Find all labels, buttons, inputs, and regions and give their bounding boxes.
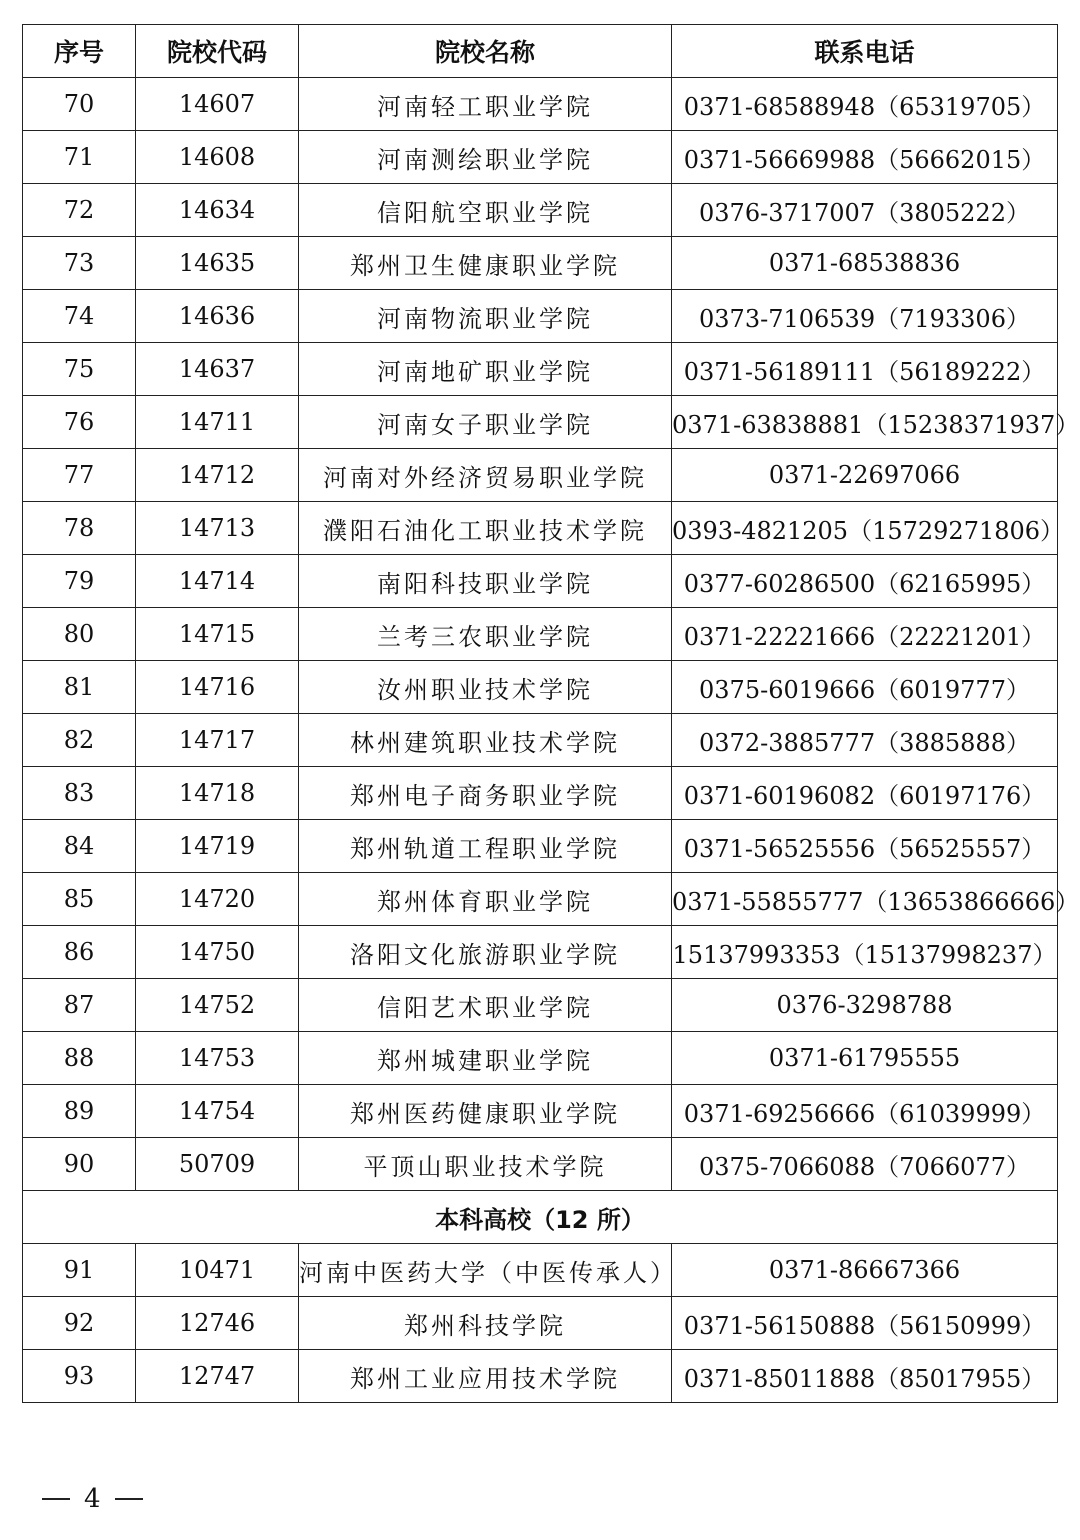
cell-no: 86 xyxy=(23,926,136,979)
cell-code: 14714 xyxy=(136,555,299,608)
cell-code: 14635 xyxy=(136,237,299,290)
cell-code: 14607 xyxy=(136,78,299,131)
dash-left xyxy=(42,1498,70,1500)
dash-right xyxy=(115,1498,143,1500)
page-footer xyxy=(42,1484,143,1514)
cell-phone: 0371-86667366 xyxy=(672,1244,1058,1297)
cell-phone: 0371-56189111（56189222） xyxy=(672,343,1058,396)
cell-name: 平顶山职业技术学院 xyxy=(299,1138,672,1191)
cell-name: 郑州体育职业学院 xyxy=(299,873,672,926)
cell-no: 91 xyxy=(23,1244,136,1297)
cell-name: 郑州科技学院 xyxy=(299,1297,672,1350)
cell-name: 河南女子职业学院 xyxy=(299,396,672,449)
cell-name: 郑州医药健康职业学院 xyxy=(299,1085,672,1138)
table-row xyxy=(23,1350,1058,1403)
cell-code: 14717 xyxy=(136,714,299,767)
cell-phone: 0375-6019666（6019777） xyxy=(672,661,1058,714)
cell-no: 74 xyxy=(23,290,136,343)
cell-name: 河南测绘职业学院 xyxy=(299,131,672,184)
cell-code: 14712 xyxy=(136,449,299,502)
table-row xyxy=(23,820,1058,873)
cell-name: 郑州轨道工程职业学院 xyxy=(299,820,672,873)
cell-name: 河南中医药大学（中医传承人） xyxy=(299,1244,672,1297)
vocational-rows xyxy=(23,78,1080,1191)
cell-phone: 0372-3885777（3885888） xyxy=(672,714,1058,767)
cell-phone: 0371-61795555 xyxy=(672,1032,1058,1085)
cell-code: 14634 xyxy=(136,184,299,237)
table-row xyxy=(23,290,1058,343)
cell-name: 郑州电子商务职业学院 xyxy=(299,767,672,820)
cell-name: 南阳科技职业学院 xyxy=(299,555,672,608)
cell-no: 84 xyxy=(23,820,136,873)
cell-code: 14711 xyxy=(136,396,299,449)
cell-code: 14752 xyxy=(136,979,299,1032)
cell-name: 信阳航空职业学院 xyxy=(299,184,672,237)
cell-name: 河南对外经济贸易职业学院 xyxy=(299,449,672,502)
table-row xyxy=(23,1032,1058,1085)
cell-code: 14715 xyxy=(136,608,299,661)
cell-code: 14608 xyxy=(136,131,299,184)
cell-phone: 0373-7106539（7193306） xyxy=(672,290,1058,343)
cell-no: 80 xyxy=(23,608,136,661)
header-phone: 联系电话 xyxy=(672,25,1058,78)
cell-phone: 0371-56150888（56150999） xyxy=(672,1297,1058,1350)
header-code: 院校代码 xyxy=(136,25,299,78)
section-row xyxy=(23,1191,1058,1244)
table-row xyxy=(23,926,1058,979)
cell-phone: 0371-68588948（65319705） xyxy=(672,78,1058,131)
undergraduate-rows xyxy=(23,1244,1058,1403)
table-row xyxy=(23,1085,1058,1138)
table-row xyxy=(23,184,1058,237)
cell-name: 河南轻工职业学院 xyxy=(299,78,672,131)
cell-phone: 0393-4821205（15729271806） xyxy=(672,502,1058,555)
table-row xyxy=(23,1138,1058,1191)
cell-code: 50709 xyxy=(136,1138,299,1191)
cell-phone: 15137993353（15137998237） xyxy=(672,926,1058,979)
cell-no: 93 xyxy=(23,1350,136,1403)
table-row xyxy=(23,502,1058,555)
cell-phone: 0371-69256666（61039999） xyxy=(672,1085,1058,1138)
table-row xyxy=(23,396,1058,449)
cell-name: 郑州卫生健康职业学院 xyxy=(299,237,672,290)
cell-phone: 0377-60286500（62165995） xyxy=(672,555,1058,608)
header-name: 院校名称 xyxy=(299,25,672,78)
cell-name: 郑州城建职业学院 xyxy=(299,1032,672,1085)
cell-phone: 0371-22221666（22221201） xyxy=(672,608,1058,661)
cell-phone: 0376-3717007（3805222） xyxy=(672,184,1058,237)
cell-phone: 0371-60196082（60197176） xyxy=(672,767,1058,820)
table-row xyxy=(23,767,1058,820)
table-row xyxy=(23,131,1058,184)
cell-code: 12747 xyxy=(136,1350,299,1403)
cell-code: 14716 xyxy=(136,661,299,714)
cell-phone: 0375-7066088（7066077） xyxy=(672,1138,1058,1191)
cell-no: 71 xyxy=(23,131,136,184)
cell-name: 汝州职业技术学院 xyxy=(299,661,672,714)
cell-phone: 0371-56669988（56662015） xyxy=(672,131,1058,184)
cell-name: 郑州工业应用技术学院 xyxy=(299,1350,672,1403)
table-row xyxy=(23,714,1058,767)
cell-no: 79 xyxy=(23,555,136,608)
cell-no: 85 xyxy=(23,873,136,926)
cell-phone: 0376-3298788 xyxy=(672,979,1058,1032)
cell-code: 14750 xyxy=(136,926,299,979)
section-title: 本科高校（12 所） xyxy=(23,1191,1058,1244)
cell-code: 14718 xyxy=(136,767,299,820)
cell-code: 14637 xyxy=(136,343,299,396)
cell-code: 14720 xyxy=(136,873,299,926)
cell-no: 72 xyxy=(23,184,136,237)
header-row xyxy=(23,25,1058,78)
cell-no: 73 xyxy=(23,237,136,290)
cell-name: 洛阳文化旅游职业学院 xyxy=(299,926,672,979)
cell-name: 信阳艺术职业学院 xyxy=(299,979,672,1032)
cell-name: 林州建筑职业技术学院 xyxy=(299,714,672,767)
cell-phone: 0371-22697066 xyxy=(672,449,1058,502)
cell-code: 14754 xyxy=(136,1085,299,1138)
cell-name: 濮阳石油化工职业技术学院 xyxy=(299,502,672,555)
cell-no: 77 xyxy=(23,449,136,502)
colleges-table xyxy=(22,24,1080,1403)
cell-phone: 0371-55855777（13653866666） xyxy=(672,873,1058,926)
table-row xyxy=(23,1244,1058,1297)
table-row xyxy=(23,237,1058,290)
table-row xyxy=(23,661,1058,714)
cell-phone: 0371-85011888（85017955） xyxy=(672,1350,1058,1403)
cell-phone: 0371-56525556（56525557） xyxy=(672,820,1058,873)
cell-no: 70 xyxy=(23,78,136,131)
table-row xyxy=(23,873,1058,926)
cell-no: 75 xyxy=(23,343,136,396)
cell-code: 14753 xyxy=(136,1032,299,1085)
cell-no: 87 xyxy=(23,979,136,1032)
cell-code: 14719 xyxy=(136,820,299,873)
table-row xyxy=(23,979,1058,1032)
cell-no: 78 xyxy=(23,502,136,555)
cell-phone: 0371-68538836 xyxy=(672,237,1058,290)
table-row xyxy=(23,1297,1058,1350)
cell-no: 92 xyxy=(23,1297,136,1350)
cell-no: 90 xyxy=(23,1138,136,1191)
cell-no: 83 xyxy=(23,767,136,820)
page-number: 4 xyxy=(84,1484,101,1514)
cell-phone: 0371-63838881（15238371937） xyxy=(672,396,1058,449)
cell-no: 81 xyxy=(23,661,136,714)
table-row xyxy=(23,449,1058,502)
cell-name: 兰考三农职业学院 xyxy=(299,608,672,661)
header-no: 序号 xyxy=(23,25,136,78)
table-row xyxy=(23,608,1058,661)
cell-code: 14636 xyxy=(136,290,299,343)
cell-no: 89 xyxy=(23,1085,136,1138)
cell-code: 12746 xyxy=(136,1297,299,1350)
cell-code: 14713 xyxy=(136,502,299,555)
table-row xyxy=(23,343,1058,396)
cell-no: 82 xyxy=(23,714,136,767)
cell-no: 88 xyxy=(23,1032,136,1085)
cell-code: 10471 xyxy=(136,1244,299,1297)
cell-name: 河南地矿职业学院 xyxy=(299,343,672,396)
cell-no: 76 xyxy=(23,396,136,449)
table-row xyxy=(23,555,1058,608)
table-row xyxy=(23,78,1058,131)
cell-name: 河南物流职业学院 xyxy=(299,290,672,343)
